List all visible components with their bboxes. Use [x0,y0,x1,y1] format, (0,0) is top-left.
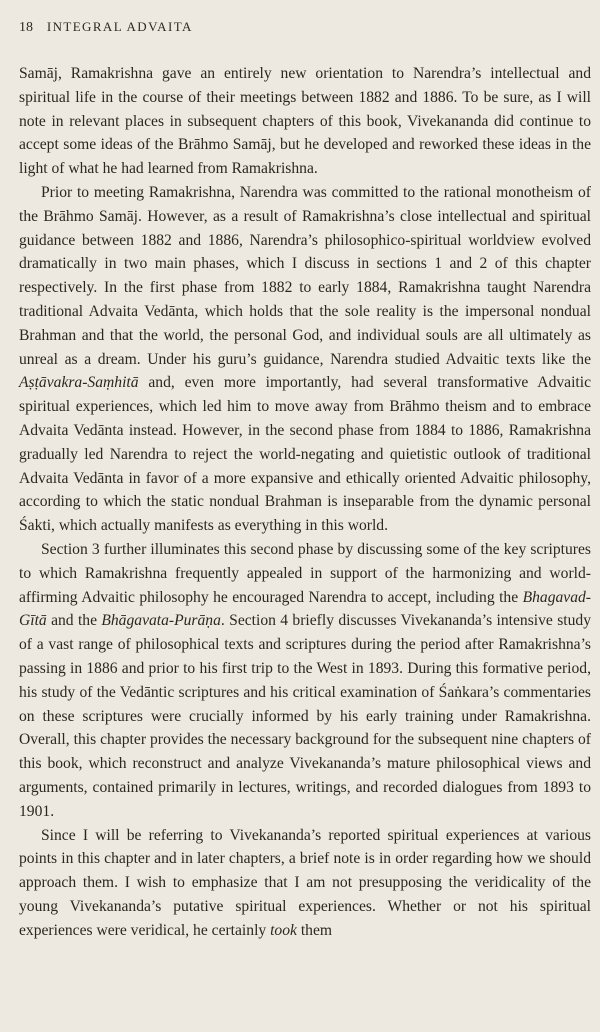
running-header [19,19,193,36]
text-run: Since I will be referring to Vivekananda’s reported spiritual experiences at various points in this chapter and in later chapters, a brief note is in order regarding how we should approach them. I wish to emphasize that I am not presupposing the veridicality of the young Vivekananda’s putative spiritual experiences. Whether or not his spiritual experiences were veridical, he certainly [19,826,591,939]
text-run: . Section 4 briefly discusses Vivekananda’s intensive study of a vast range of philosophical texts and scriptures during the period after Ramakrishna’s passing in 1886 and prior to his first trip to the West in 1893. During this formative period, his study of the Vedāntic scriptures and his critical examination of Śaṅkara’s commentaries on these scriptures were crucially informed by his early training under Ramakrishna. Overall, this chapter provides the necessary background for the subsequent nine chapters of this book, which reconstruct and analyze Vivekananda’s mature philosophical views and arguments, contained primarily in lectures, writings, and recorded dialogues from 1893 to 1901. [19,612,591,820]
paragraph [19,824,591,943]
text-run: Section 3 further illuminates this second phase by discussing some of the key scriptures to which Ramakrishna frequently appealed in support of the harmonizing and world-affirming Advaitic philosophy he encouraged Narendra to accept, including the [19,540,591,606]
paragraph [19,538,591,824]
text-run: Samāj, Ramakrishna gave an entirely new orientation to Narendra’s intellectual and spiritual life in the course of their meetings between 1882 and 1886. To be sure, as I will note in relevant places in subsequent chapters of this book, Vivekananda did continue to accept some ideas of the Brāhmo Samāj, but he developed and reworked these ideas in the light of what he had learned from Ramakrishna. [19,65,591,178]
running-title: INTEGRAL ADVAITA [46,19,193,34]
text-run: them [296,921,333,939]
body-text [19,62,591,942]
paragraph [19,62,591,181]
italic-title: took [270,921,297,939]
text-run: and the [46,612,102,630]
italic-title: Bhagavad-Gītā [19,588,591,630]
italic-title: Bhāgavata-Purāṇa [101,612,221,630]
text-run: and, even more importantly, had several transformative Advaitic spiritual experiences, which led him to move away from Brāhmo theism and to embrace Advaita Vedānta instead. However, in the second phase from 1884 to 1886, Ramakrishna gradually led Narendra to reject the world-negating and quietistic outlook of traditional Advaita Vedānta in favor of a more expansive and ethically oriented Advaitic philosophy, according to which the static nondual Brahman is inseparable from the dynamic personal Śakti, which actually manifests as everything in this world. [19,374,591,535]
italic-title: Aṣṭāvakra-Saṃhitā [19,374,139,392]
page-number: 18 [19,20,33,35]
text-run: Prior to meeting Ramakrishna, Narendra was committed to the rational monotheism of the Brāhmo Samāj. However, as a result of Ramakrishna’s close intellectual and spiritual guidance between 1882 and 1886, Narendra’s philosophico-spiritual worldview evolved dramatically in two main phases, which I discuss in sections 1 and 2 of this chapter respectively. In the first phase from 1882 to early 1884, Ramakrishna taught Narendra traditional Advaita Vedānta, which holds that the sole reality is the impersonal nondual Brahman and that the world, the personal God, and individual souls are all ultimately as unreal as a dream. Under his guru’s guidance, Narendra studied Advaitic texts like the [19,183,591,368]
paragraph [19,181,591,538]
